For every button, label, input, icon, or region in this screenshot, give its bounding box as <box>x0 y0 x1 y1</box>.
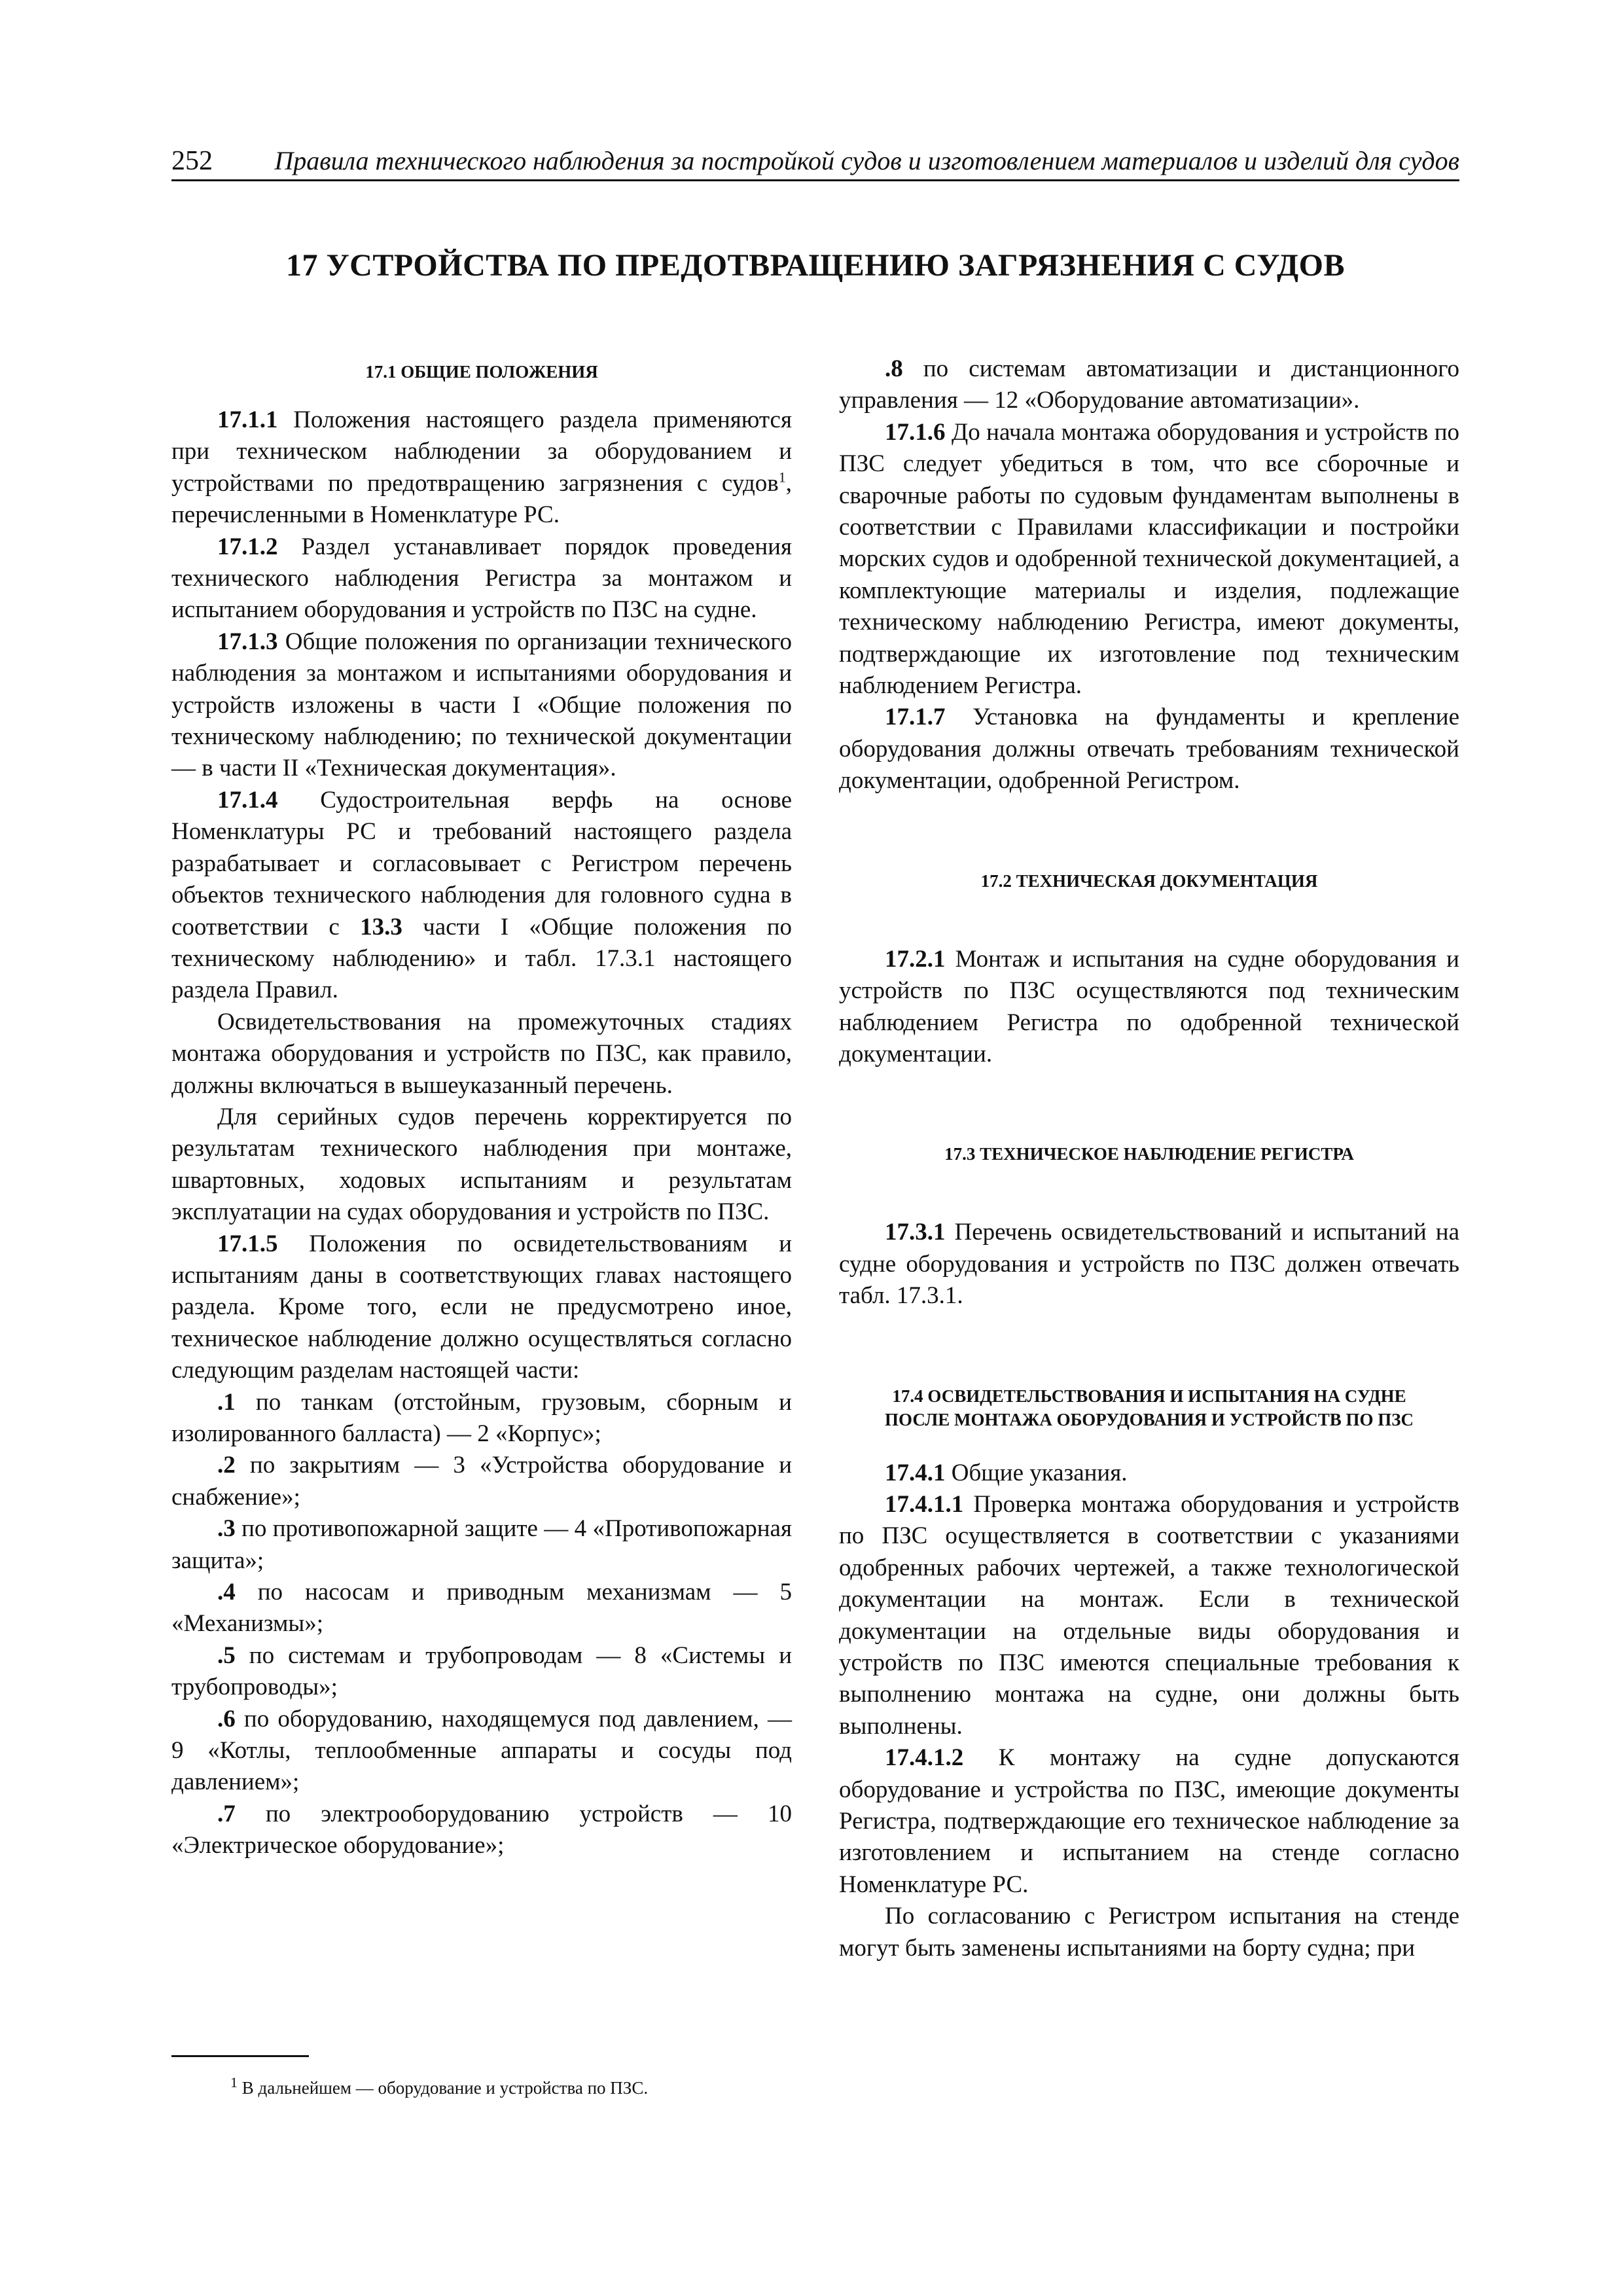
right-column <box>839 353 1459 1964</box>
paragraph-17-3-1: 17.3.1 Перечень освидетельствований и испытаний на судне оборудования и устройств по ПЗС должен отвечать табл. 17.3.1. <box>839 1219 1459 1310</box>
footnote-ref: 1 <box>778 469 786 486</box>
paragraph-17-1-2: 17.1.2 Раздел устанавливает порядок проведения технического наблюдения Регистра за монтажом и испытанием оборудования и устройств по ПЗС на судне. <box>171 533 792 624</box>
paragraph-17-1-4: 17.1.4 Судостроительная верфь на основе Номенклатуры РС и требований настоящего раздела разрабатывает и согласовывает с Регистром перечень объектов технического наблюдения для головного судна в соответствии с 13.3 части I «Общие положения по техническому наблюдению» и табл. 17.3.1 настоящего раздела Правил. <box>171 786 792 1004</box>
left-column <box>171 353 792 1862</box>
list-item-4: .4 по насосам и приводным механизмам — 5 «Механизмы»; <box>171 1579 792 1638</box>
paragraph-serial-ships: Для серийных судов перечень корректируется по результатам технического наблюдения при монтаже, швартовных, ходовых испытаниям и результатам эксплуатации на судах оборудования и устройств по ПЗС. <box>171 1103 792 1226</box>
paragraph-17-1-5: 17.1.5 Положения по освидетельствованиям и испытаниям даны в соответствующих главах настоящего раздела. Кроме того, если не предусмотрено иное, техническое наблюдение должно осуществляться согласно следующим разделам настоящей части: <box>171 1230 792 1384</box>
running-header <box>171 143 1459 181</box>
list-item-6: .6 по оборудованию, находящемуся под давлением, — 9 «Котлы, теплообменные аппараты и сосуды под давлением»; <box>171 1705 792 1796</box>
section-heading-17-2: 17.2 ТЕХНИЧЕСКАЯ ДОКУМЕНТАЦИЯ <box>980 870 1318 891</box>
list-item-1: .1 по танкам (отстойным, грузовым, сборным и изолированного балласта) — 2 «Корпус»; <box>171 1388 792 1447</box>
list-item-2: .2 по закрытиям — 3 «Устройства оборудование и снабжение»; <box>171 1452 792 1511</box>
section-heading-17-4: 17.4 ОСВИДЕТЕЛЬСТВОВАНИЯ И ИСПЫТАНИЯ НА СУДНЕ ПОСЛЕ МОНТАЖА ОБОРУДОВАНИЯ И УСТРОЙСТВ ПО ПЗС <box>884 1386 1414 1429</box>
list-item-3: .3 по противопожарной защите — 4 «Противопожарная защита»; <box>171 1515 792 1574</box>
list-item-7: .7 по электрооборудованию устройств — 10 «Электрическое оборудование»; <box>171 1800 792 1859</box>
paragraph-17-4-1-2: 17.4.1.2 К монтажу на судне допускаются оборудование и устройства по ПЗС, имеющие документы Регистра, подтверждающие его техническое наблюдение за изготовлением и испытанием на стенде согласно Номенклатуре РС. <box>839 1744 1459 1898</box>
paragraph-17-1-1: 17.1.1 Положения настоящего раздела применяются при техническом наблюдении за оборудованием и устройствами по предотвращению загрязнения с судов$^1$, перечисленными в Номенклатуре РС. <box>171 406 792 529</box>
list-item-8: .8 по системам автоматизации и дистанционного управления — 12 «Оборудование автоматизации». <box>839 355 1459 414</box>
section-heading-17-3: 17.3 ТЕХНИЧЕСКОЕ НАБЛЮДЕНИЕ РЕГИСТРА <box>944 1144 1354 1164</box>
footnote: $^1$ В дальнейшем — оборудование и устройства по ПЗС. <box>230 2074 649 2098</box>
paragraph-17-1-6: 17.1.6 До начала монтажа оборудования и устройств по ПЗС следует убедиться в том, что все сборочные и сварочные работы по судовым фундаментам выполнены в соответствии с Правилами классификации и постройки морских судов и одобренной технической документацией, а комплектующие материалы и изделия, подлежащие техническому наблюдению Регистра, имеют документы, подтверждающие их изготовление под техническим наблюдением Регистра. <box>839 418 1459 700</box>
running-title: Правила технического наблюдения за постройкой судов и изготовлением материалов и изделий для судов <box>274 146 1459 175</box>
paragraph-17-1-7: 17.1.7 Установка на фундаменты и крепление оборудования должны отвечать требованиям технической документации, одобренной Регистром. <box>839 704 1459 795</box>
chapter-title: 17 УСТРОЙСТВА ПО ПРЕДОТВРАЩЕНИЮ ЗАГРЯЗНЕНИЯ С СУДОВ <box>285 248 1346 283</box>
paragraph-intermediate-surveys: Освидетельствования на промежуточных стадиях монтажа оборудования и устройств по ПЗС, как правило, должны включаться в вышеуказанный перечень. <box>171 1008 792 1099</box>
paragraph-17-4-1-1: 17.4.1.1 Проверка монтажа оборудования и устройств по ПЗС осуществляется в соответствии с указаниями одобренных рабочих чертежей, а также технологической документации на монтаж. Если в технической документации на отдельные виды оборудования и устройств по ПЗС имеются специальные требования к выполнению монтажа на судне, они должны быть выполнены. <box>839 1490 1459 1740</box>
paragraph-17-2-1: 17.2.1 Монтаж и испытания на судне оборудования и устройств по ПЗС осуществляются под техническим наблюдением Регистра по одобренной технической документации. <box>839 945 1459 1067</box>
paragraph-stand-tests: По согласованию с Регистром испытания на стенде могут быть заменены испытаниями на борту судна; при <box>839 1903 1459 1962</box>
paragraph-17-1-3: 17.1.3 Общие положения по организации технического наблюдения за монтажом и испытаниями оборудования и устройств изложены в части I «Общие положения по техническому наблюдению; по технической документации — в части II «Техническая документация». <box>171 628 792 782</box>
list-item-5: .5 по системам и трубопроводам — 8 «Системы и трубопроводы»; <box>171 1641 792 1701</box>
footnote-divider <box>171 2055 309 2057</box>
section-heading-17-1: 17.1 ОБЩИЕ ПОЛОЖЕНИЯ <box>365 362 598 382</box>
paragraph-17-4-1: 17.4.1 Общие указания. <box>885 1459 1128 1486</box>
page-number: 252 <box>171 146 213 176</box>
